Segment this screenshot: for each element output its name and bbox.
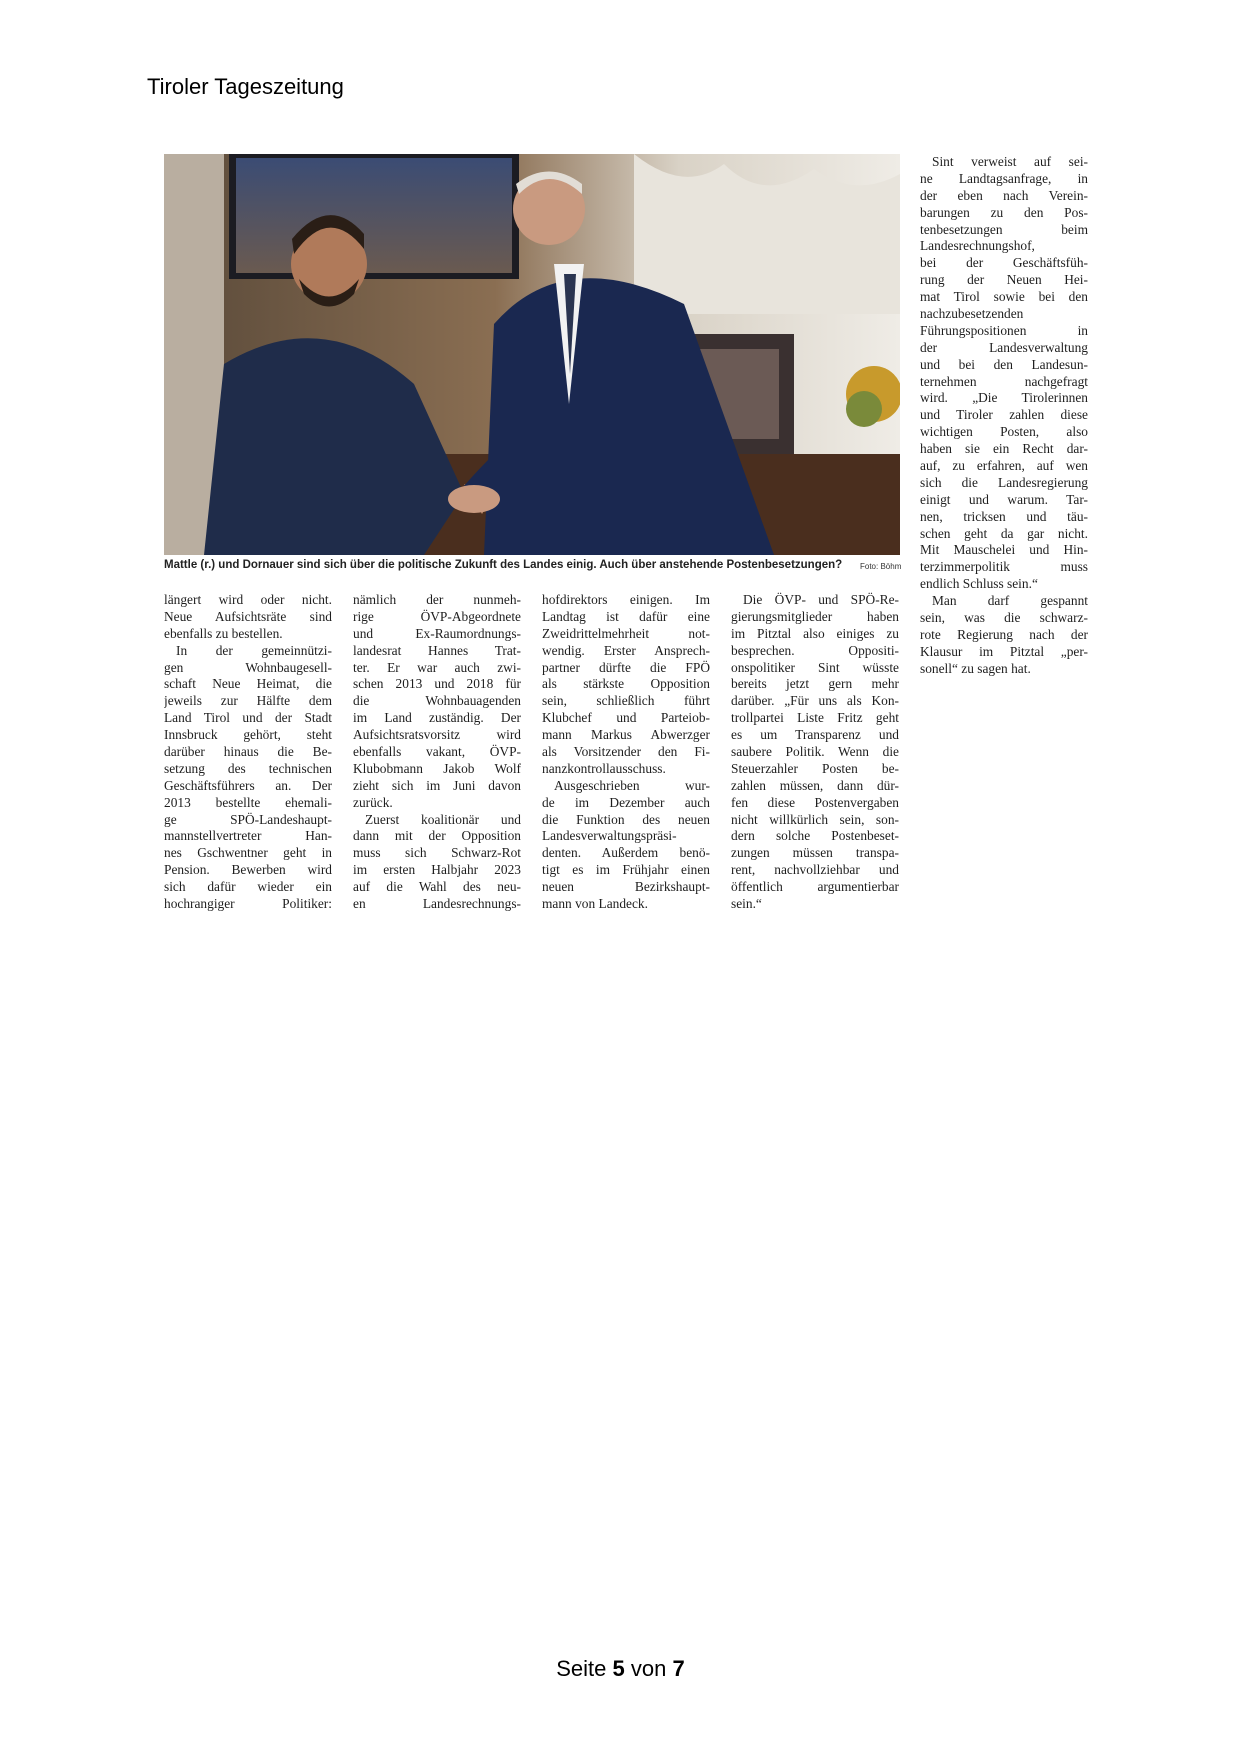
text-line: trollpartei Liste Fritz geht: [731, 710, 899, 726]
text-line: Aufsichtsratsvorsitz wird: [353, 727, 521, 743]
text-line: zurück.: [353, 794, 393, 810]
text-line: sein, was die schwarz-: [920, 610, 1088, 626]
text-line: ternehmen nachgefragt: [920, 373, 1088, 389]
text-line: dann mit der Opposition: [353, 828, 521, 844]
text-line: Land Tirol und der Stadt: [164, 710, 332, 726]
text-line: es um Transparenz und: [731, 727, 899, 743]
text-line: nen, tricksen und täu-: [920, 508, 1088, 524]
text-line: darüber hinaus die Be-: [164, 744, 332, 760]
handshake-photo-image: [164, 154, 900, 555]
text-line: besprechen. Oppositi-: [731, 642, 899, 658]
text-line: 2013 bestellte ehemali-: [164, 794, 332, 810]
text-line: Führungspositionen in: [920, 322, 1088, 338]
text-line: Innsbruck gehört, steht: [164, 727, 332, 743]
text-line: wichtigen Posten, also: [920, 424, 1088, 440]
text-line: nachzubesetzenden: [920, 306, 1024, 322]
text-line: ge SPÖ-Landeshaupt-: [164, 811, 332, 827]
article-column-4: [731, 592, 899, 913]
text-line: barungen zu den Pos-: [920, 204, 1088, 220]
text-line: sein, schließlich führt: [542, 693, 710, 709]
text-line: fen diese Postenvergaben: [731, 794, 899, 810]
text-line: zungen müssen transpa-: [731, 845, 899, 861]
text-line: en Landesrechnungs-: [353, 896, 521, 912]
text-line: Mit Mauschelei und Hin-: [920, 542, 1088, 558]
text-line: Klubobmann Jakob Wolf: [353, 760, 521, 776]
text-line: im Pitztal also einiges zu: [731, 625, 899, 641]
text-line: und bei den Landesun-: [920, 356, 1088, 372]
text-line: In der gemeinnützi-: [176, 642, 332, 658]
text-line: de im Dezember auch: [542, 794, 710, 810]
text-line: sich die Landesregierung: [920, 474, 1088, 490]
text-line: Zuerst koalitionär und: [365, 811, 521, 827]
text-line: im ersten Halbjahr 2023: [353, 862, 521, 878]
text-line: die Funktion des neuen: [542, 811, 710, 827]
text-line: zieht sich im Juni davon: [353, 777, 521, 793]
text-line: Die ÖVP- und SPÖ-Re-: [743, 592, 899, 607]
text-line: gen Wohnbaugesell-: [164, 659, 332, 675]
text-line: mannstellvertreter Han-: [164, 828, 332, 844]
text-line: tenbesetzungen beim: [920, 221, 1088, 237]
text-line: der Landesverwaltung: [920, 339, 1088, 355]
text-line: Pension. Bewerben wird: [164, 862, 332, 878]
text-line: denten. Außerdem benö-: [542, 845, 710, 861]
text-line: setzung des technischen: [164, 760, 332, 776]
text-line: Landesrechnungshof,: [920, 238, 1035, 254]
text-line: wendig. Erster Ansprech-: [542, 642, 710, 658]
text-line: sein.“: [731, 896, 762, 912]
text-line: terzimmerpolitik muss: [920, 559, 1088, 575]
text-line: ne Landtagsanfrage, in: [920, 170, 1088, 186]
article-column-3: [542, 592, 710, 913]
text-line: darüber. „Für uns als Kon-: [731, 693, 899, 709]
text-line: schaft Neue Heimat, die: [164, 676, 332, 692]
text-line: Geschäftsführers an. Der: [164, 777, 332, 793]
text-line: rent, nachvollziehbar und: [731, 862, 899, 878]
text-line: längert wird oder nicht.: [164, 592, 332, 607]
text-line: auf die Wahl des neu-: [353, 879, 521, 895]
text-line: nanzkontrollausschuss.: [542, 760, 666, 776]
text-line: bereits jetzt gern mehr: [731, 676, 899, 692]
text-line: onspolitiker Sint wüsste: [731, 659, 899, 675]
text-line: mann von Landeck.: [542, 896, 648, 912]
page-of-label: von: [630, 1656, 667, 1681]
text-line: Klausur im Pitztal „per-: [920, 643, 1088, 659]
text-line: mann Markus Abwerzger: [542, 727, 710, 743]
text-line: haben sie ein Recht dar-: [920, 441, 1088, 457]
text-line: nämlich der nunmeh-: [353, 592, 521, 607]
text-line: schen geht da gar nicht.: [920, 525, 1088, 541]
text-line: ebenfalls vakant, ÖVP-: [353, 744, 521, 760]
publication-title: Tiroler Tageszeitung: [147, 74, 344, 99]
article-column-5: [920, 154, 1088, 678]
text-line: dern solche Postenbeset-: [731, 828, 899, 844]
text-line: endlich Schluss sein.“: [920, 576, 1038, 592]
page-footer: [0, 1656, 1241, 1682]
article-photo: [164, 154, 900, 555]
text-line: landesrat Hannes Trat-: [353, 642, 521, 658]
text-line: mat Tirol sowie bei den: [920, 289, 1088, 305]
text-line: auf, zu erfahren, auf wen: [920, 458, 1088, 474]
text-line: rige ÖVP-Abgeordnete: [353, 608, 521, 624]
text-line: schen 2013 und 2018 für: [353, 676, 521, 692]
text-line: jeweils zur Hälfte dem: [164, 693, 332, 709]
text-line: ter. Er war auch zwi-: [353, 659, 521, 675]
text-line: die Wohnbauagenden: [353, 693, 521, 709]
text-line: Sint verweist auf sei-: [932, 154, 1088, 169]
text-line: hochrangiger Politiker:: [164, 896, 332, 912]
text-line: im Land zuständig. Der: [353, 710, 521, 726]
text-line: nes Gschwentner geht in: [164, 845, 332, 861]
article-column-1: [164, 592, 332, 913]
text-line: und Ex-Raumordnungs-: [353, 625, 521, 641]
text-line: sich dafür wieder ein: [164, 879, 332, 895]
text-line: öffentlich argumentierbar: [731, 879, 899, 895]
text-line: saubere Politik. Wenn die: [731, 744, 899, 760]
text-line: zahlen müssen, dann dür-: [731, 777, 899, 793]
text-line: Zweidrittelmehrheit not-: [542, 625, 710, 641]
page-label: Seite: [556, 1656, 607, 1681]
text-line: Ausgeschrieben wur-: [554, 777, 710, 793]
text-line: Steuerzahler Posten be-: [731, 760, 899, 776]
photo-caption: Mattle (r.) und Dornauer sind sich über die politische Zukunft des Landes einig. Auch über anstehende Postenbesetzungen?: [164, 559, 843, 571]
current-page-number: 5: [612, 1656, 625, 1681]
text-line: gierungsmitglieder haben: [731, 608, 899, 624]
text-line: hofdirektors einigen. Im: [542, 592, 710, 607]
photo-credit: Foto: Böhm: [860, 562, 902, 571]
text-line: nicht willkürlich sein, son-: [731, 811, 899, 827]
text-line: einigt und warum. Tar-: [920, 491, 1088, 507]
text-line: Neue Aufsichtsräte sind: [164, 608, 332, 624]
text-line: partner dürfte die FPÖ: [542, 659, 710, 675]
text-line: der eben nach Verein-: [920, 187, 1088, 203]
text-line: rung der Neuen Hei-: [920, 272, 1088, 288]
text-line: Landesverwaltungspräsi-: [542, 828, 677, 844]
text-line: sonell“ zu sagen hat.: [920, 660, 1031, 676]
text-line: tigt es im Frühjahr einen: [542, 862, 710, 878]
text-line: bei der Geschäftsfüh-: [920, 255, 1088, 271]
text-line: Man darf gespannt: [932, 593, 1088, 609]
text-line: wird. „Die Tirolerinnen: [920, 390, 1088, 406]
text-line: Klubchef und Parteiob-: [542, 710, 710, 726]
text-line: muss sich Schwarz-Rot: [353, 845, 521, 861]
total-pages-number: 7: [672, 1656, 685, 1681]
text-line: neuen Bezirkshaupt-: [542, 879, 710, 895]
text-line: rote Regierung nach der: [920, 626, 1088, 642]
text-line: als stärkste Opposition: [542, 676, 710, 692]
text-line: Landtag ist dafür eine: [542, 608, 710, 624]
text-line: ebenfalls zu bestellen.: [164, 625, 283, 641]
text-line: als Vorsitzender den Fi-: [542, 744, 710, 760]
article-column-2: [353, 592, 521, 913]
text-line: und Tiroler zahlen diese: [920, 407, 1088, 423]
